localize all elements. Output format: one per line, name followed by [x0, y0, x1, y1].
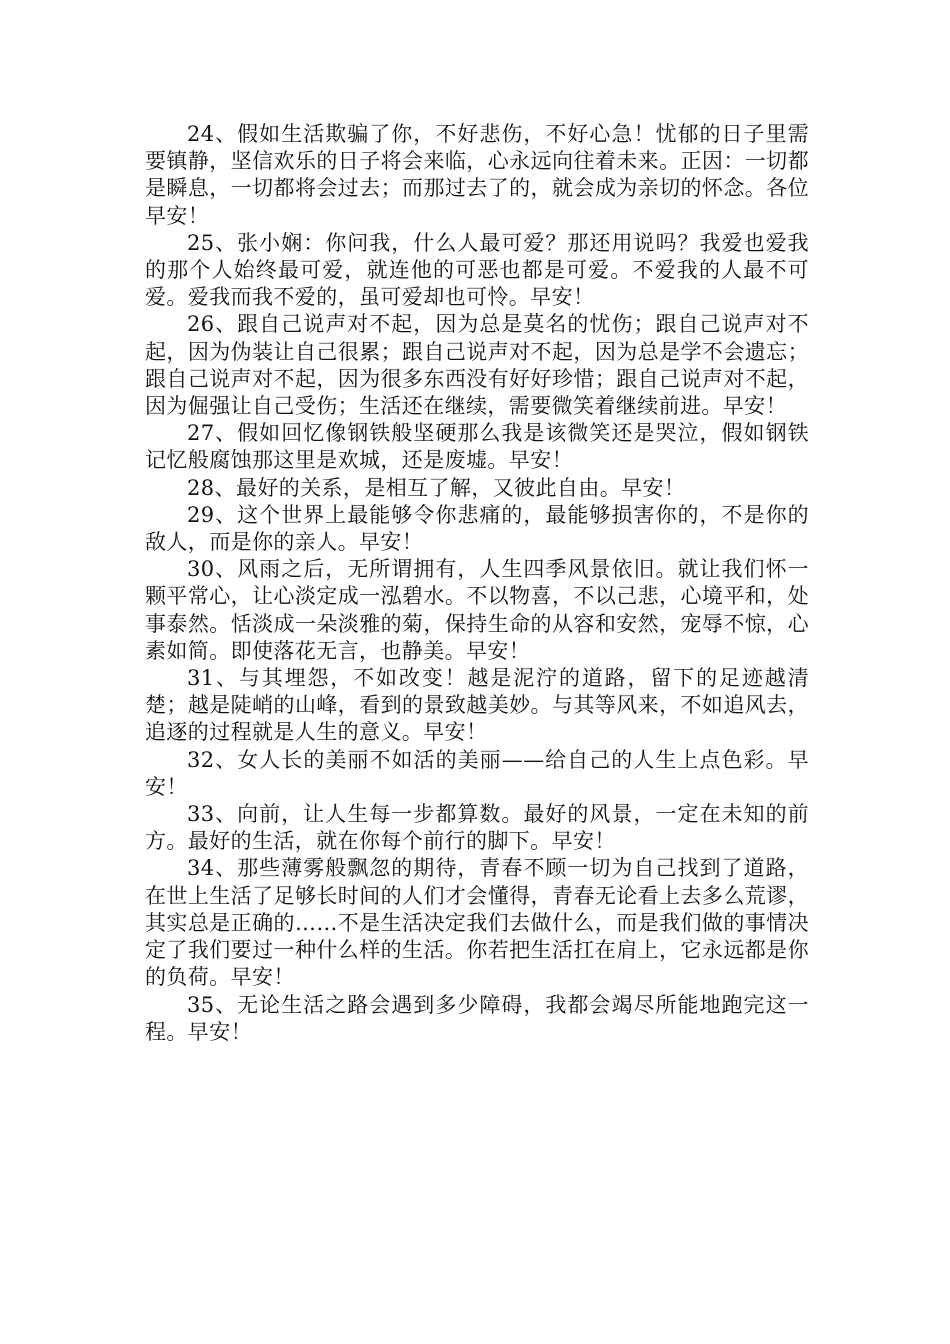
- paragraph-31: 31、与其埋怨，不如改变！越是泥泞的道路，留下的足迹越清楚；越是陡峭的山峰，看到的景致越美妙。与其等风来，不如追风去，追逐的过程就是人生的意义。早安！: [145, 666, 809, 745]
- paragraph-28: 28、最好的关系，是相互了解，又彼此自由。早安！: [187, 475, 686, 500]
- paragraph-34: 34、那些薄雾般飘忽的期待，青春不顾一切为自己找到了道路，在世上生活了足够长时间的人们才会懂得，青春无论看上去多么荒谬，其实总是正确的……不是生活决定我们去做什么，而是我们做的事情决定了我们要过一种什么样的生活。你若把生活扛在肩上，它永远都是你的负荷。早安！: [145, 856, 809, 990]
- paragraph-26: 26、跟自己说声对不起，因为总是莫名的忧伤；跟自己说声对不起，因为伪装让自己很累；跟自己说声对不起，因为总是学不会遗忘；跟自己说声对不起，因为很多东西没有好好珍惜；跟自己说声对不起，因为倔强让自己受伤；生活还在继续，需要微笑着继续前进。早安！: [145, 312, 809, 419]
- paragraph-27: 27、假如回忆像钢铁般坚硬那么我是该微笑还是哭泣，假如钢铁记忆般腐蚀那这里是欢城，还是废墟。早安！: [145, 421, 809, 473]
- paragraph-32: 32、女人长的美丽不如活的美丽——给自己的人生上点色彩。早安！: [145, 747, 809, 799]
- paragraph-35: 35、无论生活之路会遇到多少障碍，我都会竭尽所能地跑完这一程。早安！: [145, 992, 809, 1044]
- paragraph-33: 33、向前，让人生每一步都算数。最好的风景，一定在未知的前方。最好的生活，就在你每个前行的脚下。早安！: [145, 802, 809, 854]
- paragraph-24: 24、假如生活欺骗了你，不好悲伤，不好心急！忧郁的日子里需要镇静，坚信欢乐的日子将会来临，心永远向往着未来。正因：一切都是瞬息，一切都将会过去；而那过去了的，就会成为亲切的怀念。各位早安！: [145, 122, 809, 228]
- document-body: [145, 121, 809, 1046]
- paragraph-30: 30、风雨之后，无所谓拥有，人生四季风景依旧。就让我们怀一颗平常心，让心淡定成一泓碧水。不以物喜，不以己悲，心境平和，处事泰然。恬淡成一朵淡雅的菊，保持生命的从容和安然，宠辱不惊，心素如简。即使落花无言，也静美。早安！: [145, 557, 809, 663]
- paragraph-25: 25、张小娴：你问我，什么人最可爱？那还用说吗？我爱也爱我的那个人始终最可爱，就连他的可恶也都是可爱。不爱我的人最不可爱。爱我而我不爱的，虽可爱却也可怜。早安！: [145, 230, 809, 310]
- paragraph-29: 29、这个世界上最能够令你悲痛的，最能够损害你的，不是你的敌人，而是你的亲人。早安！: [145, 502, 809, 555]
